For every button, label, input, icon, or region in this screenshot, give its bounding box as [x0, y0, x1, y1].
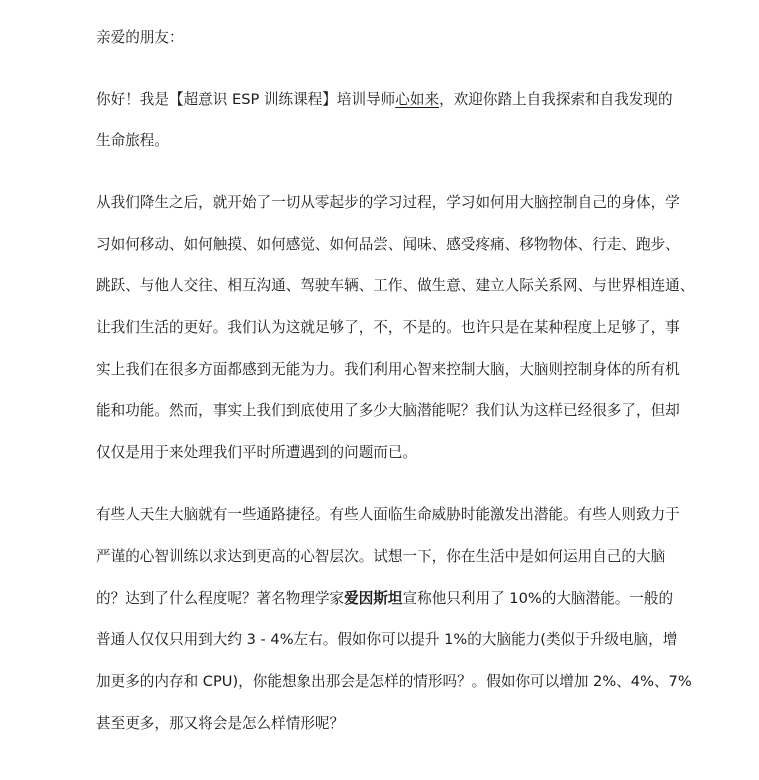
paragraph-2-line-2: 习如何移动、如何触摸、如何感觉、如何品尝、闻味、感受疼痛、移物物体、行走、跑步、 [96, 236, 680, 253]
paragraph-1-line-1 [96, 90, 673, 110]
instructor-name: 心如来 [395, 91, 440, 108]
paragraph-2-line-4: 让我们生活的更好。我们认为这就足够了，不，不是的。也许只是在某种程度上足够了，事 [96, 319, 680, 336]
welcome-text: ，欢迎你踏上自我探索和自我发现的 [439, 91, 673, 108]
paragraph-2-line-3: 跳跃、与他人交往、相互沟通、驾驶车辆、工作、做生意、建立人际关系网、与世界相连通、 [96, 277, 695, 294]
paragraph-2-line-7: 仅仅是用于来处理我们平时所遭遇到的问题而已。 [96, 444, 418, 461]
paragraph-3-line-3 [96, 589, 673, 609]
greeting-line: 亲爱的朋友： [96, 29, 184, 46]
paragraph-2-line-1: 从我们降生之后，就开始了一切从零起步的学习过程，学习如何用大脑控制自己的身体，学 [96, 194, 680, 211]
paragraph-3-line-5: 加更多的内存和 CPU)，你能想象出那会是怎样的情形吗？。假如你可以增加 2%、4%、7% [96, 673, 692, 690]
paragraph-2-line-5: 实上我们在很多方面都感到无能为力。我们利用心智来控制大脑，大脑则控制身体的所有机 [96, 361, 680, 378]
paragraph-1-line-2: 生命旅程。 [96, 132, 169, 149]
paragraph-3-line-2: 严谨的心智训练以求达到更高的心智层次。试想一下，你在生活中是如何运用自己的大脑 [96, 548, 666, 565]
paragraph-3-line-6: 甚至更多，那又将会是怎么样情形呢？ [96, 715, 345, 732]
einstein-name: 爱因斯坦 [344, 590, 403, 607]
paragraph-3-line-4: 普通人仅仅只用到大约 3 - 4%左右。假如你可以提升 1%的大脑能力(类似于升级电脑，增 [96, 631, 678, 648]
claim-text: 宣称他只利用了 10%的大脑潜能。一般的 [402, 590, 674, 607]
paragraph-2-line-6: 能和功能。然而，事实上我们到底使用了多少大脑潜能呢？我们认为这样已经很多了，但却 [96, 402, 680, 419]
question-text: 的？达到了什么程度呢？著名物理学家 [96, 590, 345, 607]
intro-text: 你好！我是【超意识 ESP 训练课程】培训导师 [96, 91, 396, 108]
paragraph-3-line-1: 有些人天生大脑就有一些通路捷径。有些人面临生命威胁时能激发出潜能。有些人则致力于 [96, 506, 680, 523]
